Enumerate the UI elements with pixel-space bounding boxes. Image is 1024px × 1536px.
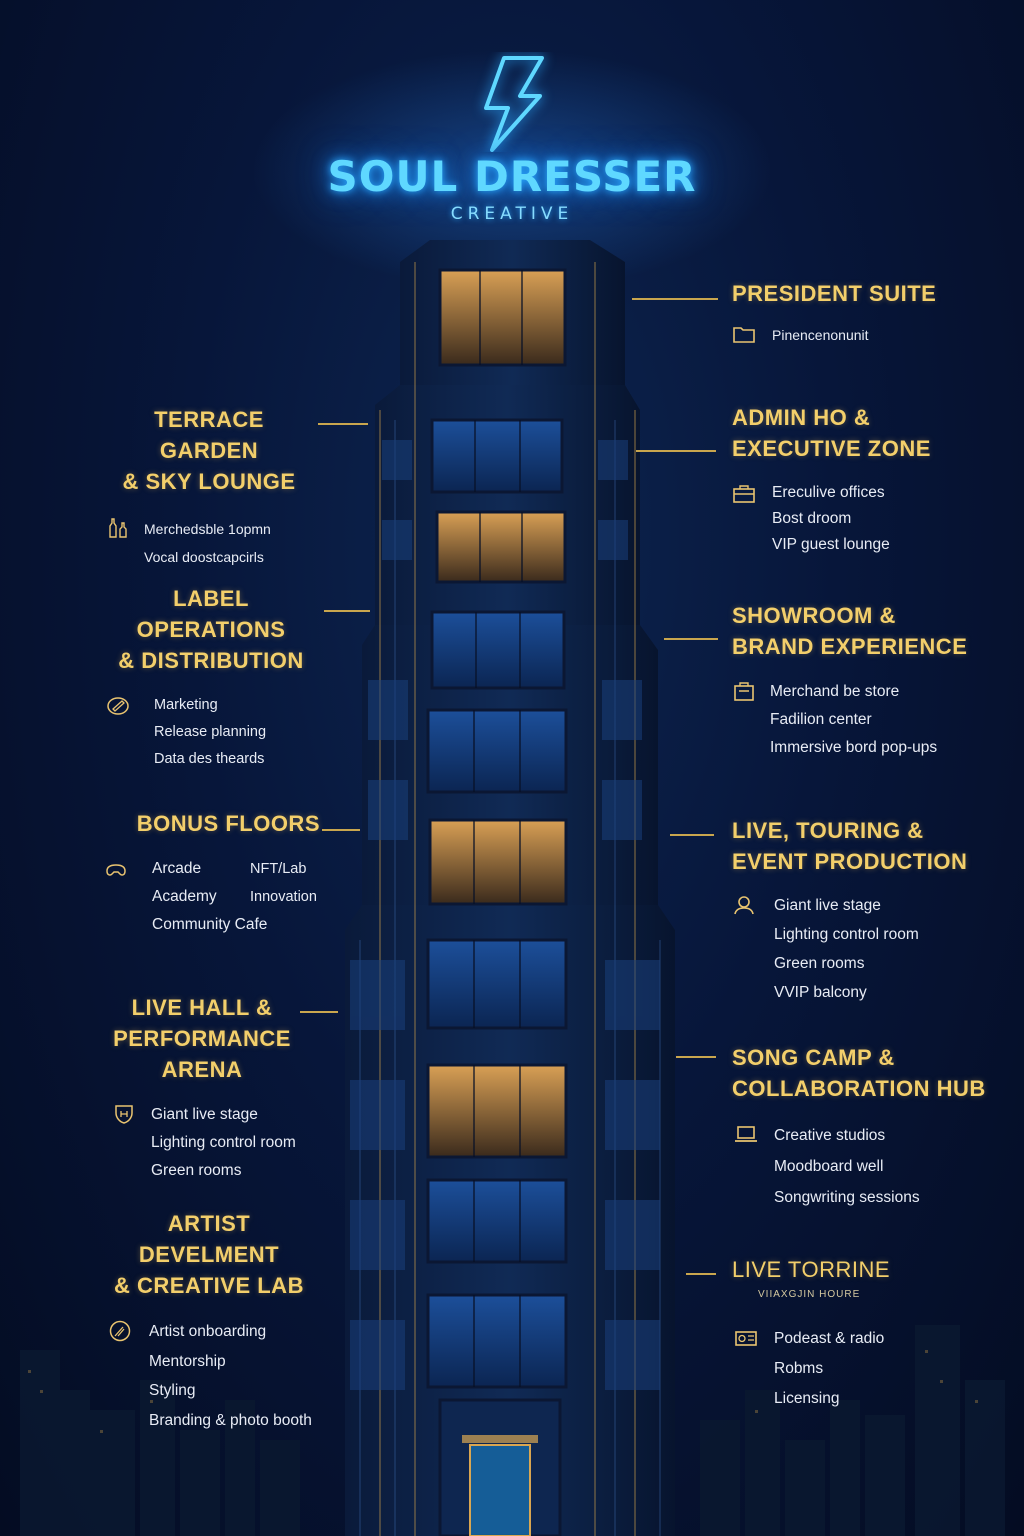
pen-icon	[106, 694, 130, 716]
section-title: PRESIDENT SUITE	[732, 281, 937, 306]
list-item: Innovation	[250, 889, 317, 905]
section-title: SHOWROOM & BRAND EXPERIENCE	[732, 603, 968, 659]
shopping-bag-icon	[732, 680, 756, 702]
section-title: LIVE HALL & PERFORMANCE ARENA	[113, 995, 291, 1082]
list-item: VIP guest lounge	[772, 536, 890, 553]
list-item: Pinencenonunit	[772, 327, 869, 343]
user-icon	[732, 894, 756, 916]
list-item: Lighting control room	[151, 1134, 296, 1151]
list-item: Marketing	[154, 697, 218, 713]
connector-line	[636, 450, 716, 452]
connector-line	[670, 834, 714, 836]
list-item: Academy	[152, 888, 217, 905]
list-item: Ereculive offices	[772, 484, 885, 501]
list-item: Release planning	[154, 724, 267, 740]
section-song-camp	[732, 1042, 986, 1213]
list-item: Merchedsble 1opmn	[144, 521, 271, 537]
list-item: Vocal doostcapcirls	[144, 549, 264, 565]
connector-line	[686, 1273, 716, 1275]
section-showroom	[732, 600, 967, 762]
section-label-operations	[98, 583, 324, 773]
palette-icon	[108, 1320, 132, 1342]
list-item: Licensing	[774, 1390, 840, 1407]
list-item: Moodboard well	[774, 1158, 884, 1175]
connector-line	[676, 1056, 716, 1058]
list-item: Community Cafe	[152, 916, 268, 933]
connector-line	[324, 610, 370, 612]
list-item: Merchand be store	[770, 683, 900, 700]
connector-line	[632, 298, 718, 300]
section-title: TERRACE GARDEN & SKY LOUNGE	[122, 407, 296, 494]
list-item: Data des theards	[154, 751, 265, 767]
brand-name: SOUL DRESSER	[327, 152, 697, 201]
list-item: Green rooms	[774, 955, 865, 972]
section-subtitle: VIIAXGJIN HOURE	[758, 1289, 861, 1300]
section-bonus-floors	[104, 808, 334, 945]
section-live-touring	[732, 815, 967, 1007]
list-item: Lighting control room	[774, 926, 919, 943]
section-title: ADMIN HO & EXECUTIVE ZONE	[732, 405, 931, 461]
gamepad-icon	[104, 857, 128, 879]
lightning-bolt-icon	[462, 52, 562, 152]
list-item: Styling	[149, 1382, 196, 1399]
section-title: LABEL OPERATIONS & DISTRIBUTION	[118, 586, 304, 673]
section-artist-development	[96, 1208, 322, 1435]
section-president-suite	[732, 278, 936, 349]
section-title: LIVE, TOURING & EVENT PRODUCTION	[732, 818, 968, 874]
shield-icon	[112, 1103, 136, 1125]
list-item: Arcade	[152, 860, 202, 877]
list-item: Green rooms	[151, 1162, 242, 1179]
section-terrace-garden	[102, 404, 316, 571]
radio-icon	[734, 1327, 758, 1349]
list-item: Bost droom	[772, 510, 852, 527]
list-item: Fadilion center	[770, 711, 872, 728]
section-live-hall	[74, 992, 330, 1185]
section-title: LIVE TORRINE	[732, 1257, 891, 1282]
list-item: Creative studios	[774, 1127, 886, 1144]
list-item: Robms	[774, 1360, 824, 1377]
list-item: Songwriting sessions	[774, 1189, 920, 1206]
list-item: Giant live stage	[151, 1106, 258, 1123]
list-item: NFT/Lab	[250, 861, 307, 877]
connector-line	[318, 423, 368, 425]
bottles-icon	[106, 517, 130, 539]
section-title: SONG CAMP & COLLABORATION HUB	[732, 1045, 986, 1101]
list-item: Branding & photo booth	[149, 1411, 312, 1429]
list-item: Artist onboarding	[149, 1323, 267, 1340]
section-admin-ho	[732, 402, 931, 558]
section-title: BONUS FLOORS	[136, 811, 320, 836]
connector-line	[664, 638, 718, 640]
section-live-torrine	[732, 1254, 890, 1414]
list-item: Mentorship	[149, 1352, 226, 1370]
list-item: Giant live stage	[774, 897, 881, 914]
folder-icon	[732, 323, 756, 345]
list-item: Immersive bord pop-ups	[770, 739, 938, 756]
laptop-icon	[734, 1123, 758, 1145]
list-item: VVIP balcony	[774, 984, 867, 1001]
list-item: Podeast & radio	[774, 1330, 885, 1347]
briefcase-icon	[732, 483, 756, 505]
brand-tagline: CREATIVE	[450, 204, 574, 224]
section-title: ARTIST DEVELMENT & CREATIVE LAB	[114, 1211, 304, 1298]
